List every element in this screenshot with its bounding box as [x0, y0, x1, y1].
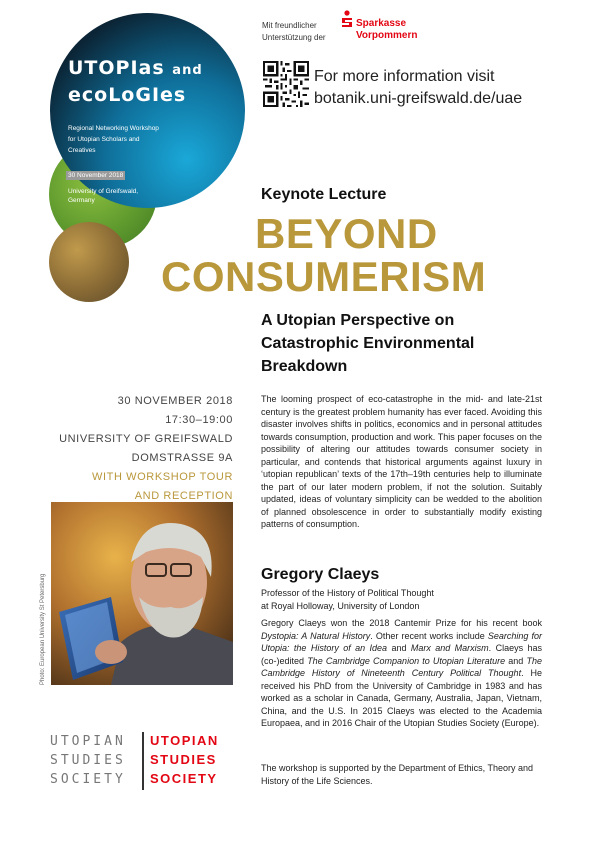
- sponsor-text: [262, 20, 326, 44]
- details-extra2: AND RECEPTION: [134, 490, 233, 502]
- uss-logo-glyphs: [50, 732, 126, 789]
- info-text: [314, 66, 522, 110]
- uss-logo-text: [150, 731, 219, 788]
- uss-logo-divider: [142, 732, 144, 790]
- details-time: 17:30–19:00: [165, 414, 233, 426]
- event-title-line2: ecoLoGIes: [68, 84, 187, 106]
- keynote-label: Keynote Lecture: [261, 186, 387, 203]
- speaker-role-line1: Professor of the History of Political Thought: [261, 588, 434, 598]
- sponsor-text-line2: Unterstützung der: [262, 33, 326, 42]
- speaker-role-line2: at Royal Holloway, University of London: [261, 600, 420, 611]
- speaker-name: Gregory Claeys: [261, 566, 380, 583]
- lecture-subtitle: A Utopian Perspective on Catastrophic Environmental Breakdown: [261, 312, 475, 375]
- info-line1: For more information visit: [314, 68, 495, 85]
- uss-glyph-line1: UTOPIAN: [50, 734, 126, 749]
- sponsor-name-line2: Vorpommern: [356, 30, 418, 41]
- uss-glyph-line3: SOCIETY: [50, 772, 126, 787]
- speaker-bio: Gregory Claeys won the 2018 Cantemir Prize for his recent book Dystopia: A Natural History. Other recent works include Searching for Utopia: the History of an Idea and Marx and Marxism. Claeys has (co-)edited The Cambridge Companion to Utopian Literature and The Cambridge History of Nineteenth Century Political Thought. He received his PhD from the University of Cambridge in 1983 and has worked as a scholar in Canada, Germany, Australia, Japan, Vietnam, China, and the U.S. In 2015 Claeys was elected to the Academia Europaea, and in 2016 Chair of the Utopian Studies Society (Europe).: [261, 618, 542, 728]
- uss-glyph-line2: STUDIES: [50, 753, 126, 768]
- qr-code-icon[interactable]: [263, 61, 309, 107]
- headline-line2: CONSUMERISM: [161, 253, 487, 300]
- support-note: The workshop is supported by the Department of Ethics, Theory and History of the Life Sciences.: [261, 763, 533, 786]
- headline-line1: BEYOND: [255, 210, 438, 257]
- event-subtitle: Regional Networking Workshop for Utopian Scholars and Creatives: [68, 125, 159, 154]
- sponsor-name: [356, 18, 418, 42]
- event-title-and: and: [172, 63, 203, 78]
- event-date: 30 November 2018: [68, 172, 124, 179]
- speaker-role: [261, 587, 542, 612]
- speaker-photo: [51, 502, 233, 685]
- sponsor-text-line1: Mit freundlicher: [262, 21, 317, 30]
- details-date: 30 NOVEMBER 2018: [117, 395, 233, 407]
- lecture-abstract: The looming prospect of eco-catastrophe in the mid- and late-21st century is the greatest problem humanity has ever faced. Avoiding this disaster involves shifts in politics, economics and in personal attitudes towards consumption, production and work. This paper focuses on the possibility of altering our attitudes towards consumer society in particular, and contends that historical arguments against luxury in ‘utopian republican’ texts of the 17th–19th centuries help to illuminate the part of our later modern problem, if not the solution. Suitably updated, ideas of voluntary simplicity can be wedded to the abolition of planned obsolescence in order to substantially modify existing patterns of consumption.: [261, 394, 542, 529]
- uss-text-line1: UTOPIAN: [150, 733, 219, 748]
- sponsor-name-line1: Sparkasse: [356, 18, 407, 29]
- event-title: [68, 56, 203, 107]
- brown-circle: [49, 222, 129, 302]
- event-title-line1: UTOPIas: [68, 57, 165, 79]
- details-street: DOMSTRASSE 9A: [131, 452, 233, 464]
- uss-text-line2: STUDIES: [150, 752, 217, 767]
- details-venue: UNIVERSITY OF GREIFSWALD: [59, 433, 233, 445]
- photo-credit: Photo: European University St Petersburg: [40, 573, 46, 685]
- event-place: University of Greifswald, Germany: [68, 188, 139, 204]
- info-url-link[interactable]: botanik.uni-greifswald.de/uae: [314, 90, 523, 107]
- event-details: [59, 392, 233, 506]
- sparkasse-logo-icon: [340, 10, 354, 28]
- uss-text-line3: SOCIETY: [150, 771, 218, 786]
- details-extra1: WITH WORKSHOP TOUR: [92, 471, 233, 483]
